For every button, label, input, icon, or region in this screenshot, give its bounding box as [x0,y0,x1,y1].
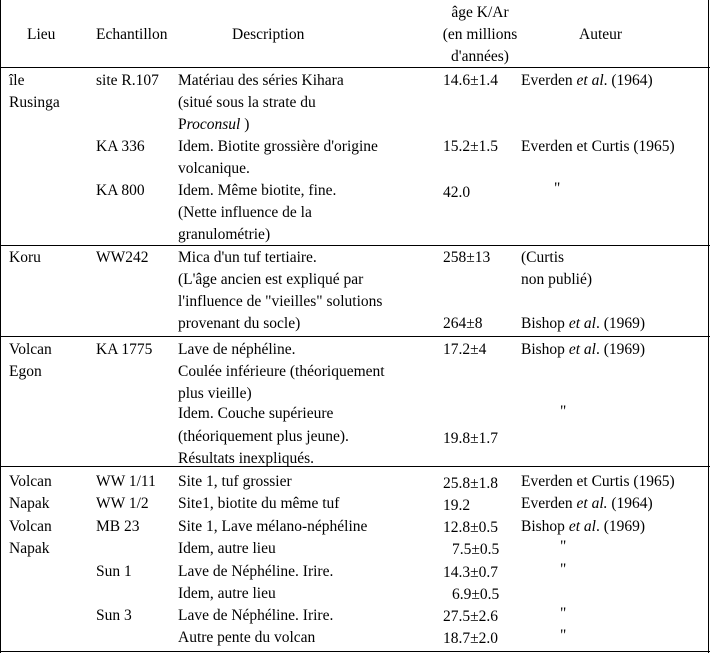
cell-description: Proconsul ) [178,116,250,133]
cell-description: Site1, biotite du même tuf [178,495,340,512]
cell-lieu: Rusinga [9,94,60,111]
header-echantillon: Echantillon [96,26,168,43]
cell-lieu: Volcan [9,473,52,490]
header-age: (en millions [442,26,518,43]
table-border-left [0,0,1,653]
cell-echantillon: WW 1/11 [96,473,156,490]
cell-age: 14.6±1.4 [443,72,499,89]
cell-description: (Nette influence de la [178,204,312,221]
cell-age: 19.8±1.7 [443,430,499,447]
cell-description: (L'âge ancien est expliqué par [178,271,364,288]
table-border-right [708,0,709,653]
cell-lieu: Koru [9,249,41,266]
cell-description: Autre pente du volcan [178,629,316,646]
cell-auteur: Bishop et al. (1969) [521,518,646,535]
cell-description: Lave de Néphéline. Irire. [178,607,334,624]
header-age: âge K/Ar [451,4,509,21]
header-lieu: Lieu [27,26,56,43]
cell-auteur: Bishop et al. (1969) [521,315,646,332]
cell-description: Idem, autre lieu [178,585,276,602]
cell-auteur: Everden et al. (1964) [521,72,653,89]
cell-echantillon: Sun 3 [96,607,132,624]
cell-auteur: Everden et Curtis (1965) [521,473,675,490]
cell-age: 19.2 [443,497,471,514]
cell-description: Idem. Biotite grossière d'origine [178,138,378,155]
cell-echantillon: KA 1775 [96,341,153,358]
cell-echantillon: WW 1/2 [96,495,149,512]
cell-description: Résultats inexpliqués. [178,450,315,467]
cell-description: Coulée inférieure (théoriquement [178,363,385,380]
cell-description: (théoriquement plus jeune). [178,428,349,445]
cell-auteur: " [560,538,567,555]
cell-auteur: " [560,403,567,420]
cell-description: l'influence de "vieilles" solutions [178,293,383,310]
cell-lieu: Napak [9,540,50,557]
cell-lieu: Volcan [9,341,52,358]
cell-echantillon: KA 336 [96,138,145,155]
cell-description: Mica d'un tuf tertiaire. [178,249,317,266]
group-divider [0,245,710,246]
cell-description: volcanique. [178,160,250,177]
header-auteur: Auteur [579,26,623,43]
cell-age: 14.3±0.7 [443,564,499,581]
cell-description: plus vieille) [178,385,252,402]
cell-age: 15.2±1.5 [443,138,499,155]
cell-age: 6.9±0.5 [452,586,500,603]
cell-echantillon: WW242 [96,249,149,266]
cell-description: Matériau des séries Kihara [178,72,344,89]
cell-auteur: Everden et al. (1964) [521,495,653,512]
cell-echantillon: site R.107 [96,72,159,89]
cell-description: Idem. Couche supérieure [178,405,334,422]
cell-description: Idem. Même biotite, fine. [178,182,337,199]
header-description: Description [232,26,305,43]
cell-auteur: " [560,605,567,622]
cell-age: 258±13 [443,249,491,266]
cell-auteur: Bishop et al. (1969) [521,341,646,358]
cell-age: 25.8±1.8 [443,475,499,492]
cell-age: 264±8 [443,315,483,332]
cell-description: Lave de Néphéline. Irire. [178,563,334,580]
cell-auteur: " [560,627,567,644]
cell-echantillon: KA 800 [96,182,145,199]
table-border-bottom [0,651,710,652]
group-divider [0,336,710,337]
cell-age: 27.5±2.6 [443,608,499,625]
cell-age: 12.8±0.5 [443,519,499,536]
cell-echantillon: MB 23 [96,518,140,535]
cell-age: 7.5±0.5 [452,541,500,558]
cell-lieu: île [9,72,25,89]
cell-echantillon: Sun 1 [96,563,132,580]
cell-auteur: " [554,180,561,197]
cell-lieu: Volcan [9,518,52,535]
cell-age: 18.7±2.0 [443,630,499,647]
cell-auteur: (Curtis [521,249,565,266]
cell-description: Idem, autre lieu [178,540,276,557]
cell-lieu: Egon [9,363,42,380]
cell-lieu: Napak [9,495,50,512]
cell-auteur: non publié) [521,271,593,288]
cell-description: granulométrie) [178,226,271,243]
cell-age: 17.2±4 [443,341,487,358]
header-divider [0,67,710,68]
cell-description: Site 1, tuf grossier [178,473,292,490]
cell-age: 42.0 [443,184,471,201]
cell-description: provenant du socle) [178,315,301,332]
cell-auteur: " [560,561,567,578]
cell-description: Lave de néphéline. [178,341,296,358]
cell-description: (situé sous la strate du [178,94,316,111]
cell-description: Site 1, Lave mélano-néphéline [178,518,368,535]
header-age: d'années) [451,48,509,65]
cell-auteur: Everden et Curtis (1965) [521,138,675,155]
group-divider [0,466,710,467]
